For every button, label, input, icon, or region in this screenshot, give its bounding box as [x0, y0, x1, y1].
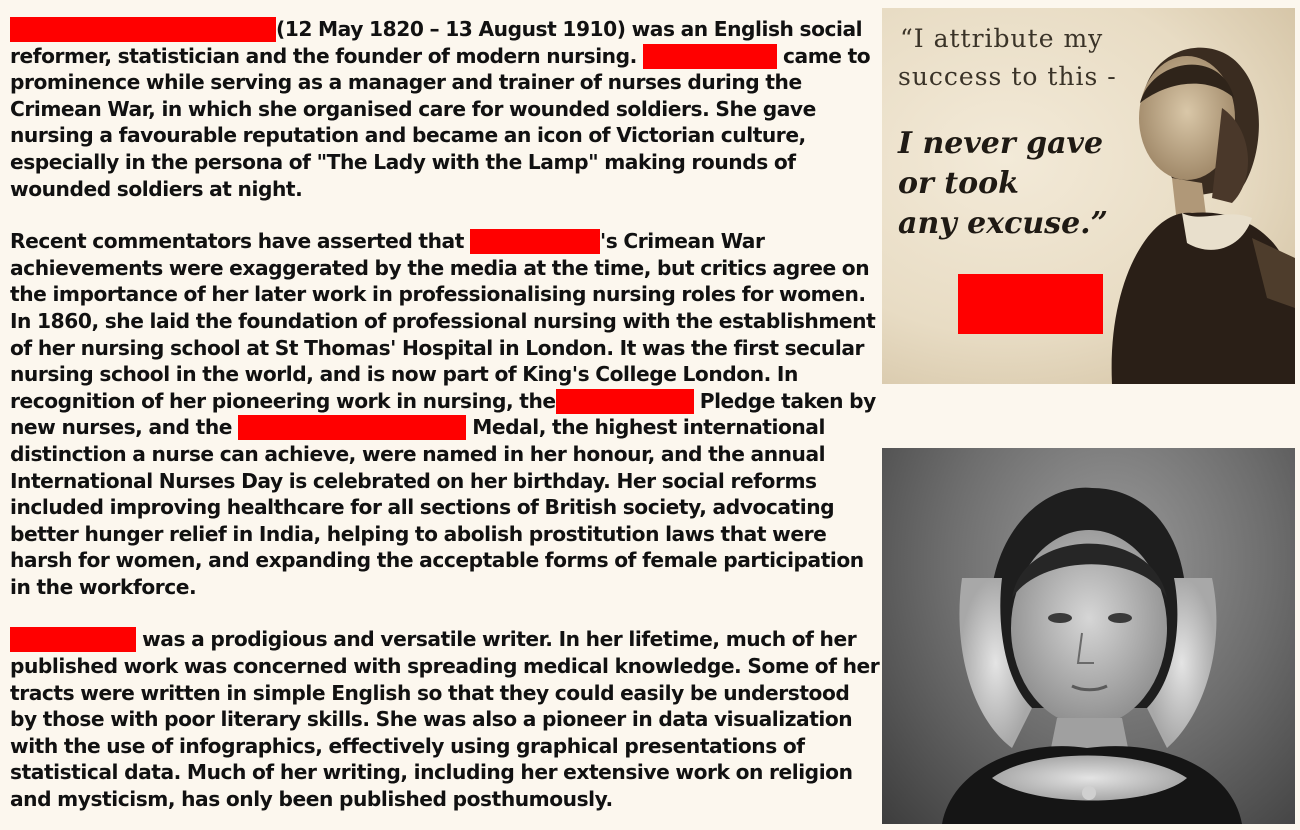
intro-text-continued: came to prominence while serving as a manager and trainer of nurses during the Crimean War, in which she organised care for wounded soldiers. She gave nursing a favourable reputation and became an icon of Victorian culture, especially in the persona of "The Lady with the Lamp" making rounds of wounded soldiers at night.	[10, 43, 871, 201]
intro-text: (12 May 1820 – 13 August 1910) was an English social reformer, statistician and the founder of modern nursing.	[10, 17, 863, 68]
redacted-name	[10, 17, 276, 42]
quote-line-5: any excuse.”	[898, 206, 1108, 241]
quote-line-1: “I attribute my	[900, 24, 1104, 53]
redacted-name	[10, 627, 136, 652]
paragraph-writer	[10, 626, 880, 812]
quote-line-4: or took	[898, 166, 1019, 201]
quote-line-2: success to this -	[898, 62, 1117, 91]
redacted-name	[958, 274, 1103, 334]
writer-text: was a prodigious and versatile writer. In her lifetime, much of her published work was concerned with spreading medical knowledge. Some of her tracts were written in simple English so that they could easily be understood by those with poor literary skills. She was also a pioneer in data visualization with the use of infographics, effectively using graphical presentations of statistical data. Much of her writing, including her extensive work on religion and mysticism, has only been published posthumously.	[10, 627, 880, 812]
paragraph-legacy	[10, 228, 880, 600]
article-text	[10, 16, 880, 813]
redacted-name	[556, 389, 694, 414]
portrait-photo	[882, 448, 1295, 824]
redacted-name	[238, 415, 466, 440]
legacy-text-continued: 's Crimean War achievements were exaggerated by the media at the time, but critics agree on the importance of her later work in professionalising nursing roles for women. In 1860, she laid the foundation of professional nursing with the establishment of her nursing school at St Thomas' Hospital in London. It was the first secular nursing school in the world, and is now part of King's College London. In recognition of her pioneering work in nursing, the	[10, 229, 876, 413]
paragraph-intro	[10, 16, 880, 202]
legacy-medal-text: Medal, the highest international distinction a nurse can achieve, were named in her honour, and the annual International Nurses Day is celebrated on her birthday. Her social reforms included improving healthcare for all sections of British society, advocating better hunger relief in India, helping to abolish prostitution laws that were harsh for women, and expanding the acceptable forms of female participation in the workforce.	[10, 415, 864, 599]
redacted-name	[643, 44, 777, 69]
quote-card-image	[882, 8, 1295, 384]
quote-line-3: I never gave	[898, 126, 1104, 161]
legacy-pledge-text: Pledge taken by new nurses, and the	[10, 388, 876, 440]
legacy-text: Recent commentators have asserted that	[10, 229, 464, 254]
portrait-bw-illustration	[882, 448, 1295, 824]
redacted-name	[470, 229, 600, 254]
